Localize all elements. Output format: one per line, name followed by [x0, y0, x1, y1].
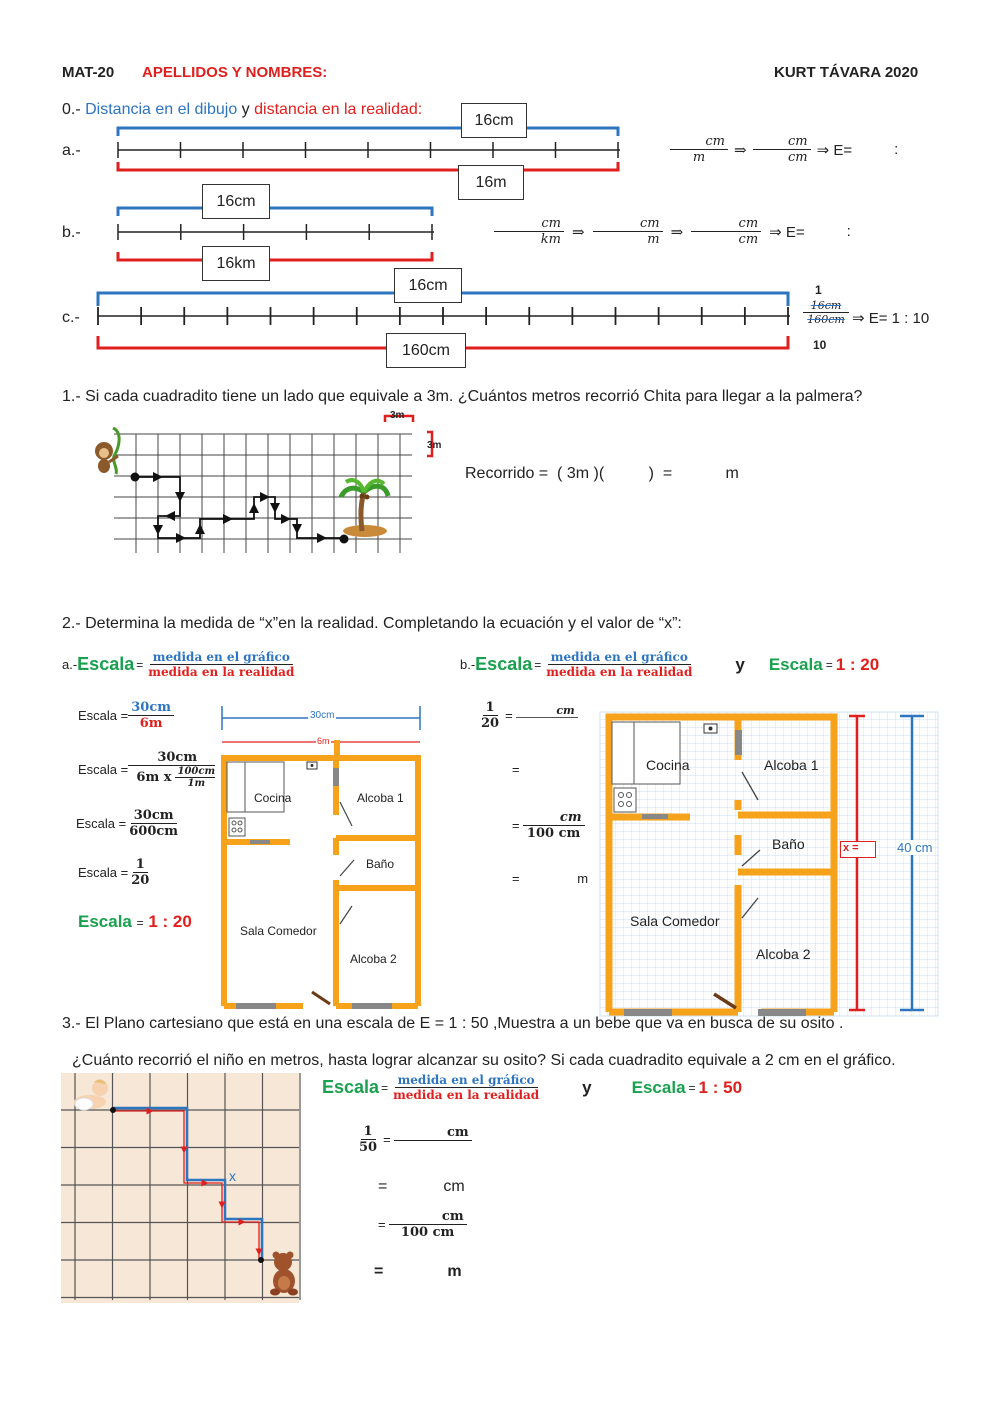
plan-a-sala: Sala Comedor — [240, 924, 317, 938]
q2a-step3: Escala = $\frac{30cm}{600cm}$ — [76, 808, 179, 839]
q0-title: 0.- Distancia en el dibujo y distancia en la realidad: — [62, 101, 423, 118]
q3-escala-formula: Escala = $\frac{\text{medida en el gráfico}}{\text{medida en la realidad}}$ y Escala = 1 : 50 — [322, 1073, 743, 1102]
plan-a-cocina: Cocina — [254, 791, 292, 805]
plan-b-sala: Sala Comedor — [630, 913, 720, 929]
author: KURT TÁVARA 2020 — [774, 64, 919, 81]
q3-step4: = m — [374, 1263, 462, 1280]
q2b-step2: = — [512, 762, 520, 777]
q2b-escala-formula: b.- Escala = $\frac{\text{medida en el gráfico}}{\text{medida en la realidad}}$ y Escala = 1 : 20 — [460, 650, 880, 679]
q0c-den-small: 10 — [813, 338, 827, 352]
q1-scale-top: 3m — [390, 410, 405, 421]
q3-step2: = cm — [378, 1178, 465, 1195]
q0b-top-box: 16cm — [202, 184, 270, 219]
plan-b-x-label: x = — [840, 841, 876, 858]
q2a-final: Escala = 1 : 20 — [78, 912, 192, 931]
q0c-top-box: 16cm — [394, 268, 462, 303]
plan-b-dim: 40 cm — [897, 840, 933, 855]
plan-a-alcoba2: Alcoba 2 — [350, 952, 397, 966]
q0b-bottom-box: 16km — [202, 246, 270, 281]
q3-x-mark: x — [229, 1168, 236, 1184]
q3-step1: $\frac{1}{50}$ = cm — [356, 1124, 472, 1155]
q3-start-dot — [110, 1107, 116, 1113]
names-label: APELLIDOS Y NOMBRES: — [142, 64, 328, 81]
q2-text: 2.- Determina la medida de “x”en la realidad. Completando la ecuación y el valor de “x”: — [62, 615, 682, 632]
plan-b-bano: Baño — [772, 836, 805, 852]
plan-a-dim-red: 6m — [317, 736, 330, 746]
plan-b-alcoba1: Alcoba 1 — [764, 757, 819, 773]
q0b-formula: $\frac{cm}{km}$ ⇒ $\frac{cm}{m}$ ⇒ $\frac{cm}{cm}$ ⇒ E= : — [494, 216, 851, 247]
q3-text2: ¿Cuánto recorrió el niño en metros, hasta lograr alcanzar su osito? Si cada cuadradito equivale a 2 cm en el gráfico. — [72, 1052, 896, 1069]
q3-step3: = $\frac{cm}{100 cm}$ — [378, 1209, 467, 1240]
q1-text: 1.- Si cada cuadradito tiene un lado que equivale a 3m. ¿Cuántos metros recorrió Chita para llegar a la palmera? — [62, 388, 863, 405]
q2a-step2: Escala = 30cm 6m x $\frac{100cm}{1m}$ — [78, 750, 226, 789]
q0a-formula: $\frac{cm}{m}$ ⇒ $\frac{cm}{cm}$ ⇒ E= : — [672, 134, 898, 165]
q0b-label: b.- — [62, 224, 81, 241]
q3-text1: 3.- El Plano cartesiano que está en una escala de E = 1 : 50 ,Muestra a un bebe que va en busca de su osito . — [62, 1015, 844, 1032]
plan-a-alcoba1: Alcoba 1 — [357, 791, 404, 805]
q2b-step4: = m — [512, 871, 589, 886]
plan-b-cocina: Cocina — [646, 757, 690, 773]
q1-recorrido: Recorrido = ( 3m )( ) = m — [465, 465, 739, 482]
q2a-escala-formula: a.- Escala = $\frac{\text{medida en el gráfico}}{\text{medida en la realidad}}$ — [62, 650, 295, 679]
q0a-top-box: 16cm — [461, 103, 527, 138]
course-code: MAT-20 — [62, 64, 115, 81]
plan-a-bano: Baño — [366, 857, 395, 871]
q0c-label: c.- — [62, 309, 80, 326]
q0a-label: a.- — [62, 142, 81, 159]
q2b-step1: $\frac{1}{20}$ = cm — [478, 700, 578, 731]
plan-a-dim-blue: 30cm — [310, 710, 335, 721]
q2a-step4: Escala = $\frac{1}{20}$ — [78, 857, 150, 888]
q2b-step3: = $\frac{cm}{100 cm}$ — [512, 810, 585, 841]
q0c-result: ⇒ E= 1 : 10 — [852, 310, 930, 327]
q0c-fraction: 16cm 160cm — [803, 299, 849, 326]
q0c-bottom-box: 160cm — [386, 333, 466, 368]
q3-end-dot — [258, 1257, 264, 1263]
q2a-step1: Escala = $\frac{30cm}{6m}$ — [78, 700, 174, 731]
plan-b-alcoba2: Alcoba 2 — [756, 946, 811, 962]
q1-scale-side: 3m — [427, 440, 442, 451]
q0c-num-small: 1 — [815, 283, 822, 297]
q0a-bottom-box: 16m — [458, 165, 524, 200]
